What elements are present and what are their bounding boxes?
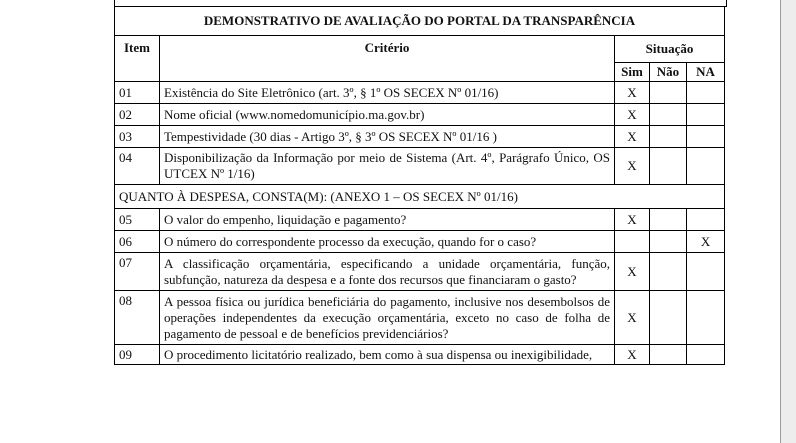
mark-na: X <box>687 231 725 253</box>
table-title: DEMONSTRATIVO DE AVALIAÇÃO DO PORTAL DA TRANSPARÊNCIA <box>115 7 725 36</box>
section-heading: QUANTO À DESPESA, CONSTA(M): (ANEXO 1 – OS SECEX Nº 01/16) <box>115 185 725 209</box>
mark-sim: X <box>615 291 650 345</box>
header-item: Item <box>115 36 160 82</box>
mark-na <box>687 148 725 185</box>
mark-nao <box>650 231 687 253</box>
mark-nao <box>650 291 687 345</box>
mark-na <box>687 126 725 148</box>
table-row <box>115 104 725 126</box>
mark-nao <box>650 104 687 126</box>
table-row <box>115 126 725 148</box>
table-row <box>115 148 725 185</box>
header-sim: Sim <box>615 63 650 82</box>
criterion-text: Nome oficial (www.nomedomunicípio.ma.gov.br) <box>160 104 615 126</box>
mark-nao <box>650 345 687 365</box>
item-number: 06 <box>115 231 160 253</box>
mark-na <box>687 104 725 126</box>
criterion-text: O número do correspondente processo da execução, quando for o caso? <box>160 231 615 253</box>
title-row <box>115 7 725 36</box>
criterion-text: O procedimento licitatório realizado, bem como à sua dispensa ou inexigibilidade, <box>160 345 615 365</box>
table-row <box>115 231 725 253</box>
mark-na <box>687 82 725 104</box>
item-number: 01 <box>115 82 160 104</box>
table-row <box>115 82 725 104</box>
mark-nao <box>650 148 687 185</box>
item-number: 03 <box>115 126 160 148</box>
item-number: 09 <box>115 345 160 365</box>
mark-na <box>687 253 725 291</box>
criterion-text: Disponibilização da Informação por meio de Sistema (Art. 4º, Parágrafo Único, OS UTCEX Nº 1/16) <box>160 148 615 185</box>
criterion-text: Existência do Site Eletrônico (art. 3º, § 1º OS SECEX Nº 01/16) <box>160 82 615 104</box>
mark-na <box>687 345 725 365</box>
mark-nao <box>650 253 687 291</box>
mark-sim: X <box>615 209 650 231</box>
mark-sim <box>615 231 650 253</box>
header-nao: Não <box>650 63 687 82</box>
criterion-text: O valor do empenho, liquidação e pagamento? <box>160 209 615 231</box>
header-criterio: Critério <box>160 36 615 82</box>
mark-sim: X <box>615 345 650 365</box>
mark-sim: X <box>615 253 650 291</box>
item-number: 08 <box>115 291 160 345</box>
criterion-text: A classificação orçamentária, especificando a unidade orçamentária, função, subfunção, natureza da despesa e a fonte dos recursos que financiaram o gasto? <box>160 253 615 291</box>
header-row <box>115 36 725 63</box>
mark-nao <box>650 82 687 104</box>
table-row <box>115 253 725 291</box>
item-number: 05 <box>115 209 160 231</box>
mark-na <box>687 291 725 345</box>
item-number: 07 <box>115 253 160 291</box>
table-row <box>115 291 725 345</box>
mark-sim: X <box>615 148 650 185</box>
table-row <box>115 345 725 365</box>
mark-nao <box>650 209 687 231</box>
table-row <box>115 209 725 231</box>
mark-nao <box>650 126 687 148</box>
item-number: 04 <box>115 148 160 185</box>
mark-sim: X <box>615 126 650 148</box>
mark-sim: X <box>615 82 650 104</box>
item-number: 02 <box>115 104 160 126</box>
mark-na <box>687 209 725 231</box>
header-situacao: Situação <box>615 36 725 63</box>
criterion-text: Tempestividade (30 dias - Artigo 3º, § 3º OS SECEX Nº 01/16 ) <box>160 126 615 148</box>
evaluation-table <box>114 6 725 365</box>
header-na: NA <box>687 63 725 82</box>
section-row <box>115 185 725 209</box>
mark-sim: X <box>615 104 650 126</box>
criterion-text: A pessoa física ou jurídica beneficiária do pagamento, inclusive nos desembolsos de operações independentes da execução orçamentária, exceto no caso de folha de pagamento de pessoal e de benefícios previdenciários? <box>160 291 615 345</box>
